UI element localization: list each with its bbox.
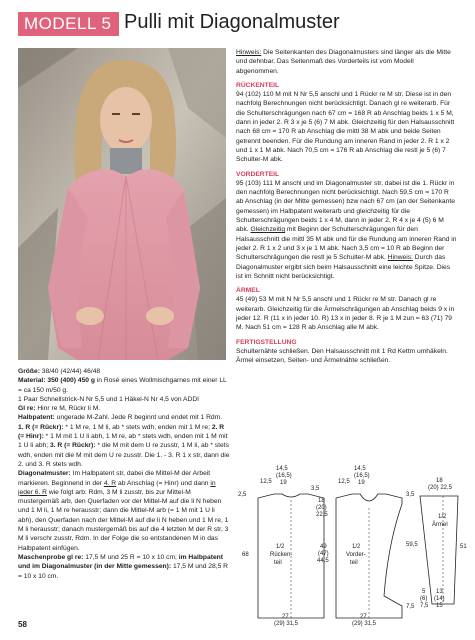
vorderteil-hinweis-label: Hinweis: (387, 254, 413, 262)
front-height-label: 59,5 (406, 542, 418, 548)
row2-label: 2. R (= Hinr): (18, 423, 225, 441)
back-neckdrop-label: 3,5 (311, 486, 320, 492)
diagonal-label: Diagonalmuster: (18, 470, 71, 478)
sleeve-b3: 7,5 (420, 603, 429, 609)
sleeve-top2: (20) 22,5 (428, 485, 453, 491)
rueckenteil-text: 94 (102) 110 M mit N Nr 5,5 anschl und 1 Rückr re M str. Diese ist in den nachfolg Berechnungen nicht berücksichtigt. Danach gl re weiterarb. Für die Schulterschrägungen nach 67 cm = 168 R ab Anschlag beids 1 x 5 M, dann in jeder 2. R 3 x je 5 (6) 7 M abk. Gleichzeitig für den Halsausschnitt nach 68 cm = 170 R ab Anschlag die mittl 38 M abk und beide Seiten getrennt beenden. Für die Rundung am inneren Rand in jeder 2. R 1 x 2 und 1 x 1 M abk. Nach 70,5 cm = 176 R ab Anschlag die restl je 5 (6) 7 Schulter-M abk. (236, 91, 455, 164)
sleeve-top1: 18 (436, 478, 443, 484)
model-badge: MODELL 5 (18, 12, 119, 36)
section-rueckenteil: RÜCKENTEIL (236, 81, 280, 89)
halbpatent-value: ungerade M-Zahl. Jede R beginnt und endet mit 1 Rdm. (54, 414, 223, 422)
row2-text: * 1 M mit 1 U li abh, 1 M re, ab * stets wdh, enden mit 1 M mit 1 U li abh; (18, 433, 228, 450)
back-top-label: 14,5 (276, 466, 288, 472)
vorderteil-underline: Gleichzeitig (250, 226, 286, 234)
sleeve-height: 51 (460, 544, 467, 550)
front-top-label: 14,5 (354, 466, 366, 472)
front-neck1: 18 (318, 498, 325, 504)
fertigstellung-text: Schulternähte schließen. Den Halsausschnitt mit 1 Rd Kettm umhäkeln. Ärmel einsetzen, Seiten- und Ärmelnähte schließen. (236, 347, 448, 365)
back-height-label: 68 (242, 552, 249, 558)
front-shoulder-label: 12,5 (338, 479, 350, 485)
aermel-text: 45 (49) 53 M mit N Nr 5,5 anschl und 1 Rückr re M str. Danach gl re weiterarb. Gleichzeitig für die Ärmelschrägungen ab Anschlag beids 9 x in jeder 12. R (11 x in jeder 10. R) 13 x in jeder 8. R je 1 M zun = 63 (71) 79 M. Nach 51 cm = 128 R ab Anschlag alle M abk. (236, 296, 455, 332)
vorderteil-text3: Durch das Diagonalmuster ergibt sich beim Halsausschnitt eine leichte Spitze. Dies ist im Schnitt nicht berücksichtigt. (236, 254, 451, 280)
sleeve-b1: 5 (422, 589, 426, 595)
diagonal-line (18, 469, 230, 553)
section-vorderteil: VORDERTEIL (236, 170, 280, 178)
gauge-line (18, 553, 230, 581)
halbpatent-label: Halbpatent: (18, 414, 55, 422)
gauge-text2: 17,5 M und 28,5 R = 10 x 10 cm. (18, 563, 228, 580)
section-fertigstellung: FERTIGSTELLUNG (236, 338, 297, 346)
diagonal-underline1: 4. R (103, 479, 117, 487)
hinweis-text: Die Seitenkanten des Diagonalmusters sind länger als die Mitte und dehnbar. Das Seitenmaß des Vorderteils ist vom Modell abgenommen. (236, 49, 451, 75)
gl-line (18, 404, 230, 413)
back-shoulder-label: 12,5 (260, 479, 272, 485)
row1-label: 1. R (= Rückr): (18, 423, 64, 431)
front-label1: 1/2 (352, 544, 361, 550)
page-number: 58 (18, 620, 27, 629)
diagonal-text: Im Halbpatent str, dabei die Mittel-M der Arbeit markieren. Beginnend in der (18, 470, 211, 487)
vorderteil-text2: mit Beginn der Schulterschrägungen für den Halsausschnitt die mittl 35 M abk und für die Rundung am inneren Rand in jeder 2. R 1 x 2 und 3 x je 1 M abk. Nach 3,5 cm = 10 R ab Beginn der Schulterschrägungen die restl je 5 Schulter-M abk. (236, 226, 457, 262)
diagonal-text2: ab Anschlag (= Hinr) und dann (116, 479, 211, 487)
back-top-label3: 19 (280, 480, 287, 486)
front-top-label2: (16,5) (354, 473, 370, 479)
size-line (18, 367, 230, 376)
sleeve-bot2: (14) (434, 596, 445, 602)
photo-illustration (18, 48, 226, 360)
front-neck3: 22,5 (316, 512, 328, 518)
back-bottom1: 27 (282, 614, 289, 620)
front-left2: (47) (318, 551, 329, 557)
section-aermel: ÄRMEL (236, 287, 260, 295)
size-label: Größe: (18, 368, 40, 375)
material-tools: 1 Paar Schnellstrick-N Nr 5,5 und 1 Häkel-N Nr 4,5 von ADDI (18, 395, 200, 403)
front-bottom2: (29) 31,5 (352, 621, 377, 627)
material-value: in Rosé eines Wollmischgarnes mit einer LL = ca 150 m/50 g. (18, 377, 227, 394)
diagonal-underline2: in jeder 6. R (18, 479, 216, 496)
back-left-drop: 2,5 (238, 492, 247, 498)
rows-line (18, 423, 230, 469)
vorderteil-text1: 95 (103) 111 M anschl und im Diagonalmuster str, dabei ist die 1. Rückr in den nachfolg Berechnungen nicht berücksichtigt. Nach 59,5 cm = 170 R ab Anschlag (in der Mitte gemessen) bzw nach 67 cm (an der Seitenkante gemessen) im Halbpatent weiterarb und gleichzeitig für die Schulterschrägungen beids 1 x 4 M, dann in jeder 2. R 4 x je 4 (5) 6 M abk. (236, 179, 455, 234)
material-line (18, 376, 230, 395)
row3-text: * die M mit dem U re zusstr, 1 M li, ab * stets wdh, enden mit die M mit dem U re zusstr. Die 1. - 3. R 1 x str, dann die 2. und 3. R stets wdh. (18, 442, 230, 468)
gauge-label: Maschenprobe gl re: (18, 553, 84, 561)
back-label3: teil (274, 560, 282, 566)
size-value: 38/40 (42/44) 46/48 (39, 368, 101, 375)
front-top-label3: 19 (358, 480, 365, 486)
model-photo (18, 48, 226, 360)
material-label: Material: 350 (400) 450 g (18, 377, 95, 385)
page-title: Pulli mit Diagonalmuster (124, 11, 340, 33)
back-bottom2: (29) 31,5 (274, 621, 299, 627)
page-header (18, 8, 463, 38)
gauge-bold: im Halbpatent und im Diagonalmuster (in der Mitte gemessen): (18, 553, 223, 571)
hinweis-para (236, 48, 458, 76)
front-label3: teil (350, 560, 358, 566)
front-label2: Vorder- (346, 552, 366, 558)
front-bottom-height: 7,5 (406, 604, 415, 610)
gl-value: Hinr re M, Rückr li M. (35, 405, 101, 413)
row1-text: * 1 M re, 1 M li, ab * stets wdh, enden mit 1 M re; (63, 423, 212, 431)
gauge-text: 17,5 M und 25 R = 10 x 10 cm; (83, 553, 179, 561)
front-right-drop: 3,5 (406, 492, 415, 498)
back-label2: Rücken- (270, 552, 293, 558)
vorderteil-para (236, 179, 458, 281)
back-top-label2: (16,5) (276, 473, 292, 479)
sleeve-label1: 1/2 (438, 514, 447, 520)
front-left3: 44,5 (317, 558, 329, 564)
gl-label: Gl re: (18, 405, 36, 413)
pattern-diagram (236, 468, 466, 628)
sleeve-piece (420, 496, 458, 604)
diagonal-text3: wie folgt arb: Rdm, 3 M li zusstr, bis zur Mittel-M mustergemäß arb, den Querfaden vor der Mittel-M auf die li N heben und 1 M li, 1 M re herausstr; dann die Mittel-M arb (= 1 M mit 1 U li abh), den Querfaden nach der Mittel-M auf die li N heben und 1 M re, 1 M li herausstr; danach mustergemäß bis auf die 4 letzten M der R str, 3 M li verschr zusstr, Rdm. In der Folge die so entstandenen M in das Halbpatent einfügen. (18, 488, 229, 552)
hinweis-label: Hinweis: (236, 49, 262, 56)
back-label1: 1/2 (276, 544, 285, 550)
sleeve-b2: (6) (420, 596, 428, 602)
row3-label: 3. R (= Rückr): (49, 442, 96, 450)
front-neck2: (20) (316, 505, 327, 511)
right-column (236, 48, 458, 366)
left-column (18, 367, 230, 581)
sleeve-bot1: 13 (436, 589, 443, 595)
sleeve-label2: Ärmel (432, 522, 448, 528)
front-left1: 49 (320, 544, 327, 550)
front-bottom1: 27 (360, 614, 367, 620)
halbpatent-line (18, 413, 230, 422)
sleeve-bot3: 15 (436, 603, 443, 609)
